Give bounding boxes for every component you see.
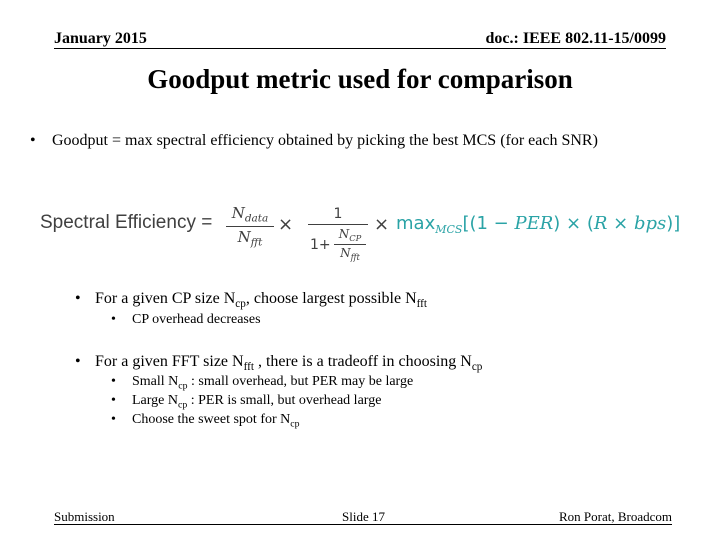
small-ncp-sub: cp bbox=[178, 380, 188, 392]
large-ncp-post: : PER is small, but overhead large bbox=[187, 393, 382, 408]
n-data: N bbox=[231, 204, 245, 222]
small-ncp-pre: Small N bbox=[132, 374, 179, 389]
bullet-marker: • bbox=[30, 132, 36, 149]
section2-sub2: cp bbox=[471, 360, 483, 373]
section1-heading bbox=[95, 290, 427, 310]
footer-submission: Submission bbox=[54, 509, 115, 524]
fraction-data-fft bbox=[226, 204, 274, 248]
bracket-part2: ) × ( bbox=[553, 213, 594, 234]
large-ncp-pre: Large N bbox=[132, 393, 178, 408]
section1-sub-marker: • bbox=[111, 312, 116, 327]
section2-sub-bullet-1 bbox=[132, 374, 413, 391]
section2-sub-marker-1: • bbox=[111, 374, 116, 389]
section1-sub1: cp bbox=[235, 297, 246, 310]
n-fft-2: N bbox=[340, 245, 351, 260]
section2-text-pre: For a given FFT size N bbox=[95, 353, 244, 370]
bps-symbol: bps bbox=[633, 213, 667, 234]
section2-sub-bullet-2 bbox=[132, 393, 381, 410]
r-symbol: R bbox=[593, 213, 608, 234]
max-label: max bbox=[396, 213, 436, 234]
n-cp: N bbox=[338, 227, 350, 241]
section1-sub2: fft bbox=[416, 297, 427, 310]
section2-text-mid: , there is a tradeoff in choosing N bbox=[253, 353, 472, 370]
max-sub: MCS bbox=[435, 222, 463, 236]
goodput-definition: Goodput = max spectral efficiency obtained by picking the best MCS (for each SNR) bbox=[52, 132, 598, 149]
section1-text-mid: , choose largest possible N bbox=[245, 290, 417, 307]
n-fft: N bbox=[237, 227, 251, 246]
slide-title: Goodput metric used for comparison bbox=[147, 64, 573, 94]
section1-sub-bullet: CP overhead decreases bbox=[132, 312, 261, 327]
times-symbol-1: × bbox=[278, 214, 294, 235]
section1-marker: • bbox=[75, 290, 81, 307]
small-ncp-post: : small overhead, but PER may be large bbox=[187, 374, 414, 389]
section2-sub-marker-2: • bbox=[111, 393, 116, 408]
footer-author: Ron Porat, Broadcom bbox=[558, 509, 672, 524]
n-data-sub: data bbox=[244, 212, 269, 225]
numerator-one: 1 bbox=[333, 206, 343, 222]
n-fft-sub: fft bbox=[250, 236, 263, 249]
sweet-spot-pre: Choose the sweet spot for N bbox=[132, 412, 291, 427]
bracket-part1: [(1 − bbox=[462, 213, 515, 234]
section2-sub1: fft bbox=[243, 360, 254, 373]
footer-slide-number: Slide 17 bbox=[342, 509, 385, 524]
bracket-end: )] bbox=[666, 213, 681, 234]
large-ncp-sub: cp bbox=[178, 399, 188, 411]
n-cp-sub: CP bbox=[349, 232, 362, 243]
max-mcs-expression bbox=[396, 213, 680, 236]
section2-sub-marker-3: • bbox=[111, 412, 116, 427]
times-symbol-2: × bbox=[374, 214, 390, 235]
times-symbol-3: × bbox=[607, 213, 634, 234]
n-fft-2-sub: fft bbox=[350, 251, 360, 262]
fraction-cp-overhead bbox=[308, 206, 368, 263]
header-rule bbox=[54, 48, 666, 49]
one-plus: 1+ bbox=[310, 237, 331, 253]
section2-sub-bullet-3 bbox=[132, 412, 300, 429]
sweet-spot-sub: cp bbox=[290, 418, 300, 430]
section1-text-pre: For a given CP size N bbox=[95, 290, 236, 307]
per-symbol: PER bbox=[514, 213, 554, 234]
header-doc-id: doc.: IEEE 802.11-15/0099 bbox=[485, 30, 666, 47]
equation-lhs: Spectral Efficiency = bbox=[40, 212, 213, 233]
section2-marker: • bbox=[75, 353, 81, 370]
header-date: January 2015 bbox=[54, 30, 147, 47]
section2-heading bbox=[95, 353, 482, 373]
